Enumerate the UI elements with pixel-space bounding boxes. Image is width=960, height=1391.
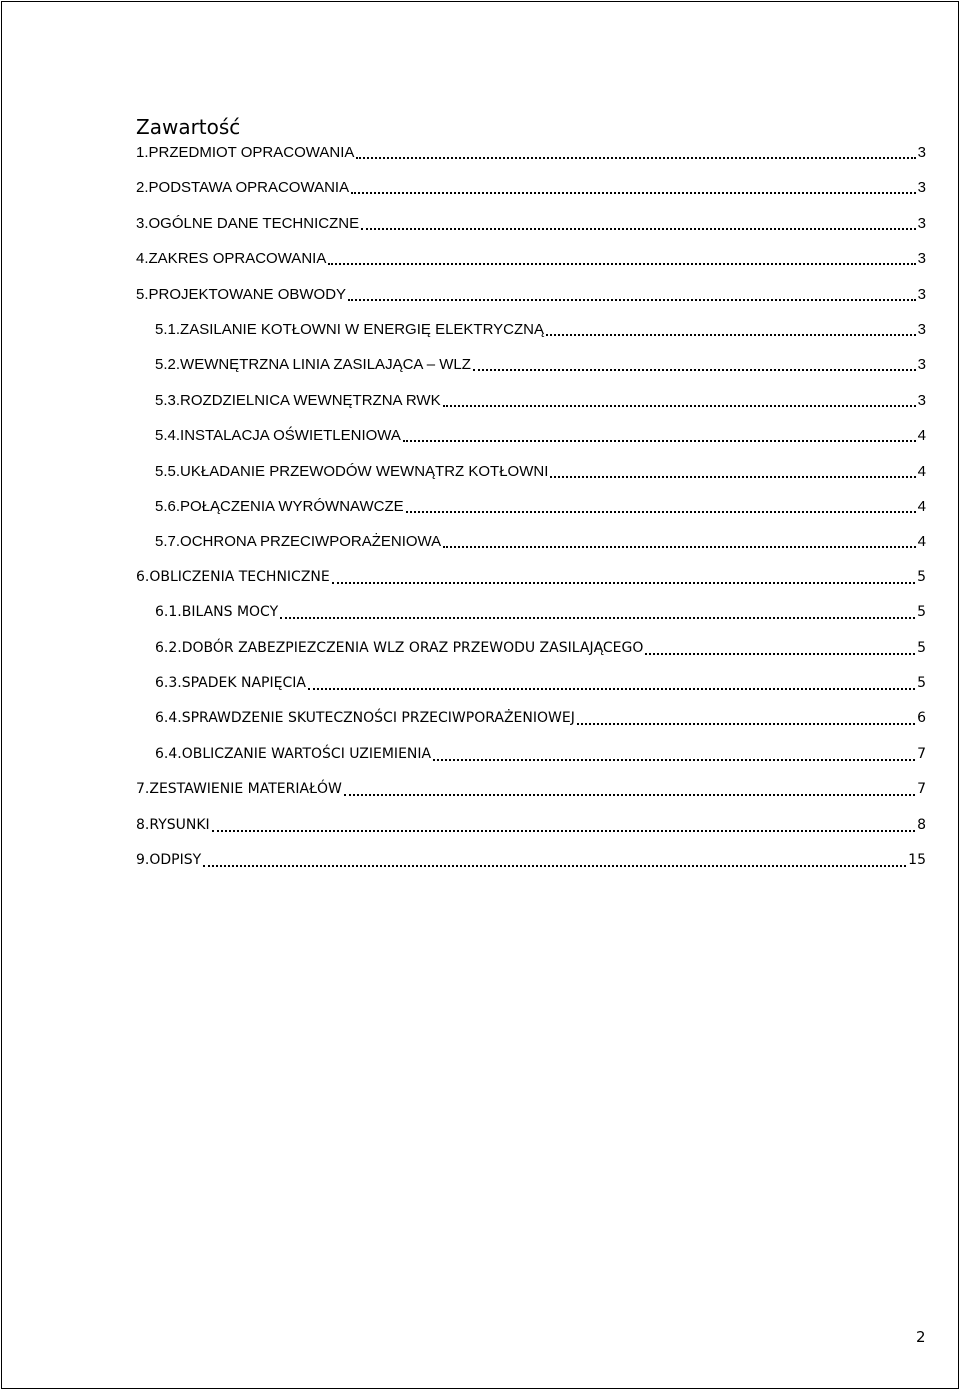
toc-dot-leader — [351, 179, 916, 194]
toc-entry-page: 4 — [917, 533, 926, 550]
toc-dot-leader — [356, 144, 915, 159]
toc-entry-number: 5.5. — [155, 463, 181, 480]
toc-entry[interactable] — [155, 392, 926, 414]
toc-entry-label: ZASILANIE KOTŁOWNI W ENERGIĘ ELEKTRYCZNĄ — [180, 321, 544, 338]
toc-entry-number: 5. — [136, 286, 149, 303]
toc-entry-page: 7 — [917, 781, 926, 797]
toc-entry-label: BILANS MOCY — [181, 604, 279, 620]
toc-entry-label: ZAKRES OPRACOWANIA — [148, 250, 327, 267]
toc-entry-page: 7 — [917, 746, 926, 762]
toc-entry-number: 6.4. — [155, 746, 182, 762]
toc-entry[interactable] — [136, 817, 926, 839]
toc-entry-page: 6 — [917, 710, 926, 726]
toc-entry[interactable] — [136, 144, 926, 166]
toc-entry[interactable] — [155, 675, 926, 697]
toc-entry-page: 5 — [917, 604, 926, 620]
toc-entry-label: ZESTAWIENIE MATERIAŁÓW — [149, 781, 342, 797]
document-page — [1, 1, 959, 1389]
toc-entry-label: ROZDZIELNICA WEWNĘTRZNA RWK — [180, 392, 441, 409]
toc-entry[interactable] — [136, 179, 926, 201]
toc-entry-number: 6. — [136, 569, 150, 585]
toc-entry-page: 15 — [908, 852, 926, 868]
toc-dot-leader — [361, 215, 916, 230]
toc-entry-label: POŁĄCZENIA WYRÓWNAWCZE — [180, 498, 404, 515]
toc-entry-number: 1. — [136, 144, 149, 161]
toc-entry-label: PRZEDMIOT OPRACOWANIA — [148, 144, 355, 161]
toc-entry[interactable] — [155, 427, 926, 449]
toc-entry[interactable] — [155, 463, 926, 485]
toc-dot-leader — [403, 427, 916, 442]
toc-entry-number: 9. — [136, 852, 150, 868]
toc-entry-page: 3 — [917, 286, 926, 303]
toc-entry[interactable] — [136, 286, 926, 308]
toc-entry[interactable] — [155, 640, 926, 662]
toc-dot-leader — [332, 569, 915, 584]
toc-entry-label: OBLICZANIE WARTOŚCI UZIEMIENIA — [181, 746, 432, 762]
toc-entry[interactable] — [155, 498, 926, 520]
toc-entry-page: 5 — [917, 675, 926, 691]
toc-entry-page: 3 — [917, 215, 926, 232]
toc-dot-leader — [473, 356, 916, 371]
toc-entry-label: WEWNĘTRZNA LINIA ZASILAJĄCA – WLZ — [180, 356, 471, 373]
toc-entry-number: 5.1. — [155, 321, 181, 338]
toc-dot-leader — [645, 640, 915, 655]
toc-entry-page: 3 — [917, 356, 926, 373]
toc-entry-page: 3 — [917, 250, 926, 267]
page-number: 2 — [916, 1328, 926, 1346]
toc-entry-page: 3 — [917, 144, 926, 161]
toc-entry-number: 2. — [136, 179, 149, 196]
toc-entry[interactable] — [155, 604, 926, 626]
toc-dot-leader — [348, 286, 916, 301]
toc-dot-leader — [328, 250, 915, 265]
toc-dot-leader — [280, 604, 915, 619]
toc-entry[interactable] — [136, 215, 926, 237]
toc-entry-page: 4 — [917, 427, 926, 444]
toc-entry-number: 7. — [136, 781, 150, 797]
toc-entry-label: PROJEKTOWANE OBWODY — [148, 286, 347, 303]
toc-dot-leader — [212, 817, 915, 832]
toc-entry-page: 3 — [917, 392, 926, 409]
toc-entry-number: 6.3. — [155, 675, 182, 691]
toc-dot-leader — [433, 746, 915, 761]
toc-entry-label: ODPISY — [149, 852, 202, 868]
toc-entry-number: 6.1. — [155, 604, 182, 620]
toc-entry-number: 5.2. — [155, 356, 181, 373]
toc-entry-page: 4 — [917, 498, 926, 515]
toc-dot-leader — [443, 533, 916, 548]
toc-dot-leader — [308, 675, 915, 690]
toc-entry-number: 3. — [136, 215, 149, 232]
toc-entry-label: OBLICZENIA TECHNICZNE — [149, 569, 330, 585]
toc-entry-label: RYSUNKI — [149, 817, 210, 833]
toc-entry[interactable] — [155, 710, 926, 732]
toc-entry-label: SPADEK NAPIĘCIA — [181, 675, 306, 691]
toc-entry-label: UKŁADANIE PRZEWODÓW WEWNĄTRZ KOTŁOWNI — [180, 463, 549, 480]
toc-entry-label: SPRAWDZENIE SKUTECZNOŚCI PRZECIWPORAŻENIOWEJ — [181, 710, 575, 726]
toc-title: Zawartość — [136, 115, 241, 139]
toc-entry-label: OCHRONA PRZECIWPORAŻENIOWA — [180, 533, 442, 550]
toc-entry-label: DOBÓR ZABEZPIEZCZENIA WLZ ORAZ PRZEWODU ZASILAJĄCEGO — [181, 640, 644, 656]
toc-entry-page: 4 — [917, 463, 926, 480]
toc-entry-number: 4. — [136, 250, 149, 267]
toc-entry-page: 8 — [917, 817, 926, 833]
toc-entry-number: 5.3. — [155, 392, 181, 409]
toc-entry-number: 5.6. — [155, 498, 181, 515]
toc-entry-label: PODSTAWA OPRACOWANIA — [148, 179, 350, 196]
toc-entry-page: 5 — [917, 569, 926, 585]
toc-entry[interactable] — [155, 321, 926, 343]
toc-dot-leader — [443, 392, 916, 407]
toc-entry[interactable] — [136, 781, 926, 803]
toc-dot-leader — [406, 498, 916, 513]
toc-entry[interactable] — [136, 569, 926, 591]
toc-entry-label: INSTALACJA OŚWIETLENIOWA — [180, 427, 401, 444]
toc-dot-leader — [546, 321, 916, 336]
toc-entry-number: 5.7. — [155, 533, 181, 550]
toc-dot-leader — [344, 781, 915, 796]
toc-entry-page: 3 — [917, 321, 926, 338]
toc-dot-leader — [550, 463, 915, 478]
toc-entry[interactable] — [136, 852, 926, 874]
toc-entry-number: 6.2. — [155, 640, 182, 656]
toc-entry-number: 8. — [136, 817, 150, 833]
toc-entry[interactable] — [155, 356, 926, 378]
toc-entry-number: 5.4. — [155, 427, 181, 444]
toc-entry-number: 6.4. — [155, 710, 182, 726]
toc-entry-label: OGÓLNE DANE TECHNICZNE — [148, 215, 360, 232]
toc-entry-page: 5 — [917, 640, 926, 656]
toc-entry-page: 3 — [917, 179, 926, 196]
toc-entry[interactable] — [136, 250, 926, 272]
toc-entry[interactable] — [155, 533, 926, 555]
toc-entry[interactable] — [155, 746, 926, 768]
toc-dot-leader — [203, 852, 906, 867]
toc-dot-leader — [577, 710, 915, 725]
